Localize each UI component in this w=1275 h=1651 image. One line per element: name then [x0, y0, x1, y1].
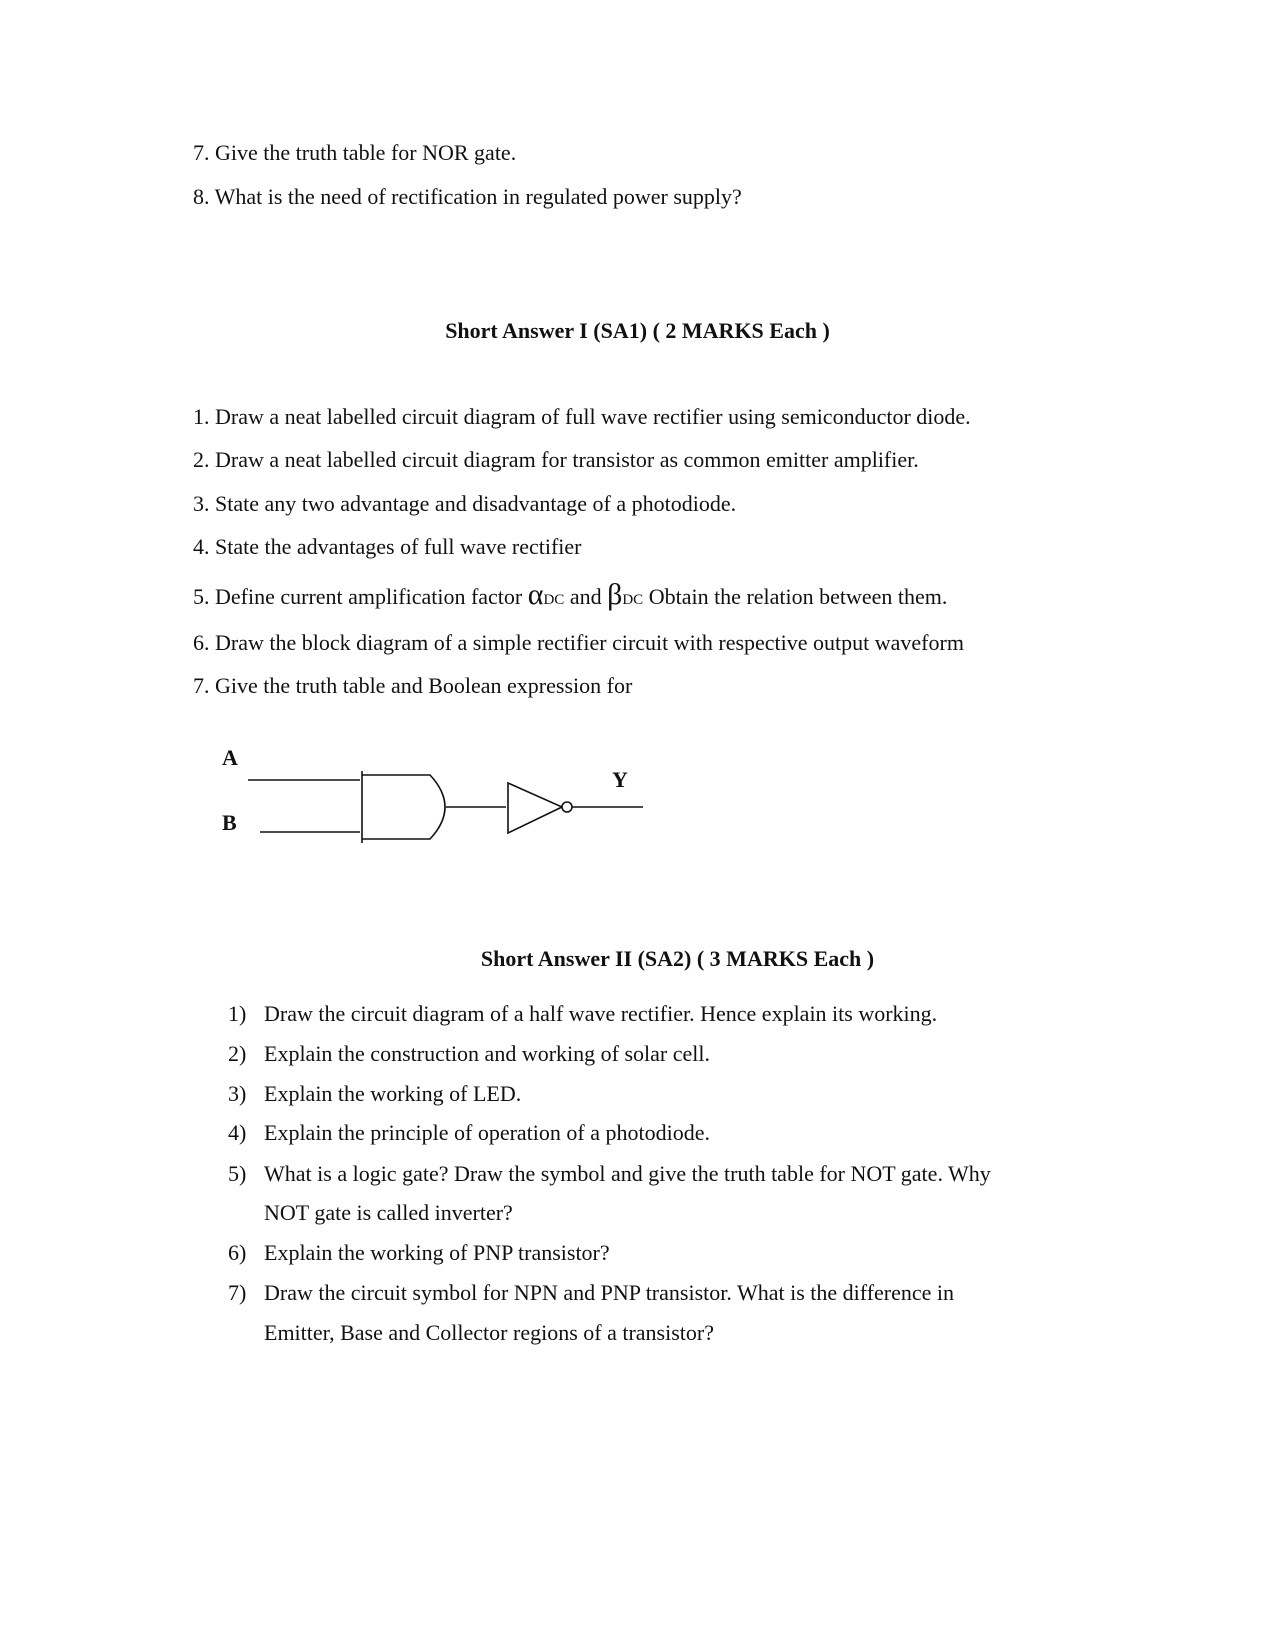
- question-8-rectification: 8. What is the need of rectification in regulated power supply?: [193, 184, 742, 209]
- sa2-item-5: [228, 1161, 991, 1187]
- sa2-item-number: 3): [228, 1081, 247, 1106]
- beta-symbol: β: [607, 578, 623, 611]
- output-y-label: Y: [612, 767, 628, 792]
- sa2-item-5-continuation: NOT gate is called inverter?: [264, 1200, 513, 1225]
- sa2-item-number: 1): [228, 1001, 247, 1026]
- sa2-item-text: Draw the circuit symbol for NPN and PNP transistor. What is the difference in: [264, 1280, 955, 1305]
- sa2-item-4: [228, 1120, 710, 1146]
- sa2-item-3: [228, 1081, 521, 1107]
- inversion-bubble: [562, 802, 572, 812]
- sa1-item-7: 7. Give the truth table and Boolean expression for: [193, 673, 633, 698]
- sa2-item-number: 2): [228, 1041, 247, 1066]
- sa2-item-text: Explain the working of PNP transistor?: [264, 1240, 610, 1265]
- sa2-item-text: Explain the working of LED.: [264, 1081, 522, 1106]
- sa1-item-5-prefix: 5. Define current amplification factor: [193, 584, 528, 609]
- sa1-item-5-suffix: Obtain the relation between them.: [643, 584, 948, 609]
- sa2-item-number: 6): [228, 1240, 247, 1265]
- sa2-item-text: Explain the principle of operation of a photodiode.: [264, 1120, 710, 1145]
- sa2-item-2: [228, 1041, 710, 1067]
- sa1-item-5-and: and: [564, 584, 608, 609]
- sa1-item-3: 3. State any two advantage and disadvantage of a photodiode.: [193, 491, 737, 516]
- sa2-item-1: [228, 1001, 937, 1027]
- sa1-item-6: 6. Draw the block diagram of a simple rectifier circuit with respective output waveform: [193, 630, 964, 655]
- beta-subscript: DC: [622, 592, 644, 608]
- question-7-nor: 7. Give the truth table for NOR gate.: [193, 140, 517, 165]
- alpha-symbol: α: [527, 578, 544, 611]
- and-not-gate-diagram: [210, 745, 670, 855]
- sa2-item-6: [228, 1240, 610, 1266]
- sa2-item-text: What is a logic gate? Draw the symbol and give the truth table for NOT gate. Why: [264, 1161, 991, 1186]
- sa2-item-number: 5): [228, 1161, 247, 1186]
- sa2-item-text: Draw the circuit diagram of a half wave rectifier. Hence explain its working.: [264, 1001, 938, 1026]
- input-b-label: B: [222, 810, 237, 835]
- input-a-label: A: [222, 745, 238, 770]
- sa1-heading: Short Answer I (SA1) ( 2 MARKS Each ): [445, 318, 830, 343]
- sa2-heading: Short Answer II (SA2) ( 3 MARKS Each ): [480, 946, 875, 971]
- and-gate: [362, 771, 445, 843]
- sa2-item-7: [228, 1280, 954, 1306]
- sa2-item-7-continuation: Emitter, Base and Collector regions of a transistor?: [264, 1320, 714, 1345]
- sa2-item-number: 7): [228, 1280, 247, 1305]
- sa1-item-1: 1. Draw a neat labelled circuit diagram of full wave rectifier using semiconductor diode.: [193, 404, 971, 429]
- sa1-item-4: 4. State the advantages of full wave rectifier: [193, 534, 582, 559]
- alpha-subscript: DC: [543, 592, 565, 608]
- sa1-item-2: 2. Draw a neat labelled circuit diagram for transistor as common emitter amplifier.: [193, 447, 919, 472]
- not-gate: [508, 783, 572, 833]
- sa2-item-number: 4): [228, 1120, 247, 1145]
- sa1-item-5: [193, 578, 948, 613]
- sa2-item-text: Explain the construction and working of solar cell.: [264, 1041, 710, 1066]
